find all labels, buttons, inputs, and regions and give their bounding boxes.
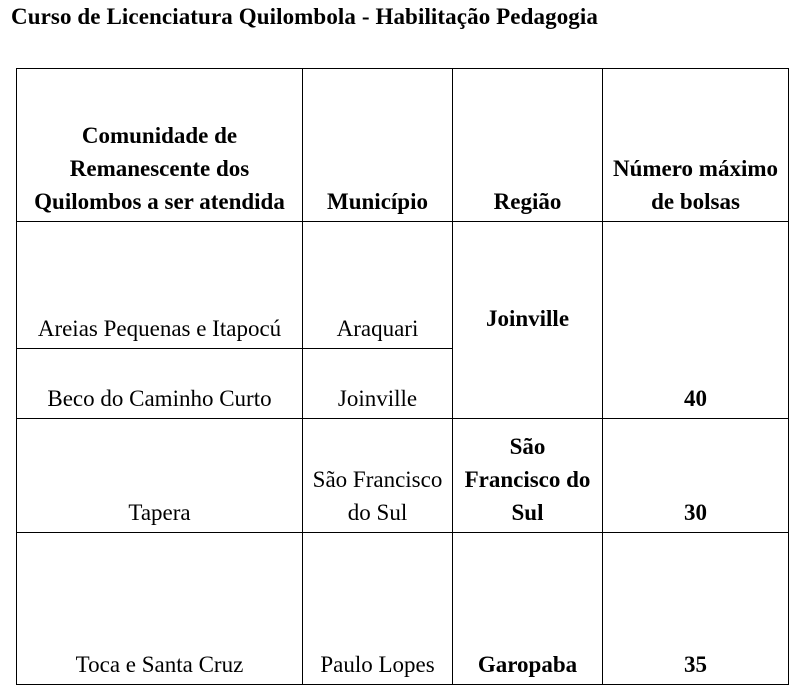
- header-regiao: Região: [453, 69, 603, 222]
- table-row: [17, 419, 789, 533]
- cell-bolsas: 35: [603, 533, 789, 685]
- scholarship-table: [16, 68, 789, 685]
- cell-municipio: Araquari: [303, 222, 453, 349]
- cell-municipio: São Francisco do Sul: [303, 419, 453, 533]
- table-row: [17, 533, 789, 685]
- cell-municipio: Joinville: [303, 349, 453, 419]
- header-comunidade: Comunidade de Remanescente dos Quilombos a ser atendida: [17, 69, 303, 222]
- cell-comunidade: Toca e Santa Cruz: [17, 533, 303, 685]
- cell-bolsas-joinville: 40: [603, 222, 789, 419]
- cell-municipio: Paulo Lopes: [303, 533, 453, 685]
- header-municipio: Município: [303, 69, 453, 222]
- cell-regiao: Garopaba: [453, 533, 603, 685]
- cell-regiao-joinville: Joinville: [453, 222, 603, 419]
- cell-comunidade: Tapera: [17, 419, 303, 533]
- cell-regiao: São Francisco do Sul: [453, 419, 603, 533]
- cell-comunidade: Areias Pequenas e Itapocú: [17, 222, 303, 349]
- table-header-row: [17, 69, 789, 222]
- table-row: [17, 222, 789, 349]
- cell-comunidade: Beco do Caminho Curto: [17, 349, 303, 419]
- page-title: Curso de Licenciatura Quilombola - Habilitação Pedagogia: [11, 4, 598, 29]
- cell-bolsas: 30: [603, 419, 789, 533]
- header-bolsas: Número máximo de bolsas: [603, 69, 789, 222]
